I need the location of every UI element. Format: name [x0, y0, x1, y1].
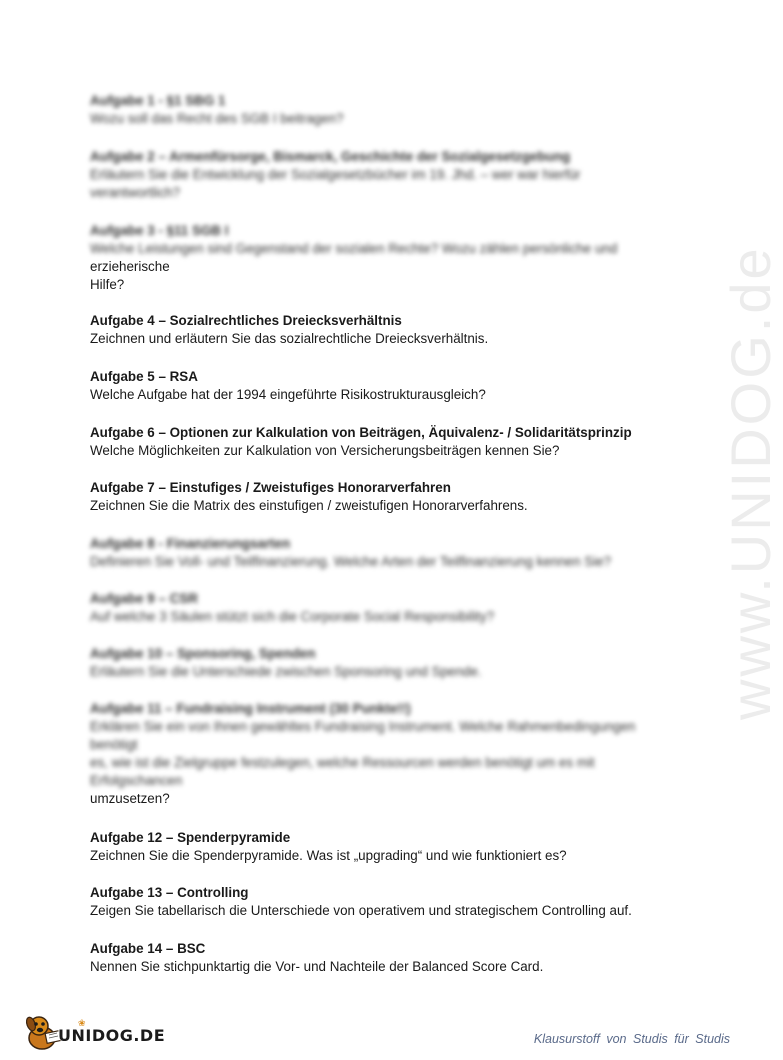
- footer-slogan: Klausurstoff von Studis für Studis: [533, 1032, 730, 1046]
- task-title: Aufgabe 13 – Controlling: [90, 885, 249, 900]
- task-question-line: umzusetzen?: [90, 791, 170, 806]
- task-1: [90, 92, 650, 128]
- task-5: [90, 368, 650, 404]
- task-4: [90, 312, 650, 348]
- task-title: Aufgabe 8 - Finanzierungsarten: [90, 536, 291, 551]
- task-question-line: Auf welche 3 Säulen stützt sich die Corporate Social Responsibility?: [90, 609, 495, 624]
- task-question-line: Definieren Sie Voll- und Teilfinanzierung. Welche Arten der Teilfinanzierung kennen Sie?: [90, 554, 612, 569]
- task-title: Aufgabe 6 – Optionen zur Kalkulation von Beiträgen, Äquivalenz- / Solidaritätsprinzip: [90, 425, 632, 440]
- task-title: Aufgabe 3 - §11 SGB I: [90, 223, 229, 238]
- task-question-line: Welche Aufgabe hat der 1994 eingeführte Risikostrukturausgleich?: [90, 387, 486, 402]
- task-title: Aufgabe 14 – BSC: [90, 941, 206, 956]
- task-question-line: erzieherische: [90, 259, 170, 274]
- task-question-line: Zeichnen Sie die Spenderpyramide. Was ist „upgrading“ und wie funktioniert es?: [90, 848, 567, 863]
- task-question-line: Hilfe?: [90, 277, 125, 292]
- logo-text: UNIDOG.DE: [58, 1026, 166, 1045]
- task-question-line: Erfolgschancen: [90, 773, 183, 788]
- task-question-line: Welche Möglichkeiten zur Kalkulation von Versicherungsbeiträgen kennen Sie?: [90, 443, 560, 458]
- task-question-line: Welche Leistungen sind Gegenstand der sozialen Rechte? Wozu zählen persönliche und: [90, 241, 618, 256]
- task-12: [90, 829, 650, 865]
- task-question-line: Erläutern Sie die Unterschiede zwischen Sponsoring und Spende.: [90, 664, 482, 679]
- task-question-line: Nennen Sie stichpunktartig die Vor- und Nachteile der Balanced Score Card.: [90, 959, 544, 974]
- task-question-line: Zeigen Sie tabellarisch die Unterschiede von operativem und strategischem Controlling auf.: [90, 903, 632, 918]
- task-6: [90, 424, 650, 460]
- task-title: Aufgabe 9 – CSR: [90, 591, 198, 606]
- task-question-line: Zeichnen und erläutern Sie das sozialrechtliche Dreiecksverhältnis.: [90, 331, 489, 346]
- task-question-line: Erläutern Sie die Entwicklung der Sozialgesetzbücher im 19. Jhd. – wer war hierfür: [90, 167, 581, 182]
- task-8: [90, 535, 650, 571]
- task-11: [90, 700, 650, 808]
- task-title: Aufgabe 11 – Fundraising Instrument (30 Punkte!!): [90, 701, 411, 716]
- task-2: [90, 148, 650, 202]
- task-13: [90, 884, 650, 920]
- task-question-line: Zeichnen Sie die Matrix des einstufigen / zweistufigen Honorarverfahrens.: [90, 498, 528, 513]
- task-10: [90, 645, 650, 681]
- task-title: Aufgabe 12 – Spenderpyramide: [90, 830, 291, 845]
- task-14: [90, 940, 650, 976]
- task-question-line: benötigt: [90, 737, 138, 752]
- unidog-logo: [22, 1012, 166, 1052]
- task-title: Aufgabe 5 – RSA: [90, 369, 198, 384]
- task-question-line: verantwortlich?: [90, 185, 181, 200]
- task-question-line: es, wie ist die Zielgruppe festzulegen, welche Ressourcen werden benötigt um es mit: [90, 755, 595, 770]
- task-7: [90, 479, 650, 515]
- task-title: Aufgabe 1 - §1 SBG 1: [90, 93, 226, 108]
- task-title: Aufgabe 7 – Einstufiges / Zweistufiges Honorarverfahren: [90, 480, 451, 495]
- task-question-line: Erklären Sie ein von Ihnen gewähltes Fundraising Instrument. Welche Rahmenbedingungen: [90, 719, 636, 734]
- task-question-line: Wozu soll das Recht des SGB I beitragen?: [90, 111, 344, 126]
- task-title: Aufgabe 4 – Sozialrechtliches Dreiecksverhältnis: [90, 313, 402, 328]
- task-3: [90, 222, 650, 294]
- task-9: [90, 590, 650, 626]
- task-title: Aufgabe 2 – Armenfürsorge, Bismarck, Geschichte der Sozialgesetzgebung: [90, 149, 571, 164]
- paw-icon: ❀: [78, 1018, 86, 1028]
- watermark: www.UNIDOG.de: [719, 245, 782, 720]
- task-title: Aufgabe 10 – Sponsoring, Spenden: [90, 646, 316, 661]
